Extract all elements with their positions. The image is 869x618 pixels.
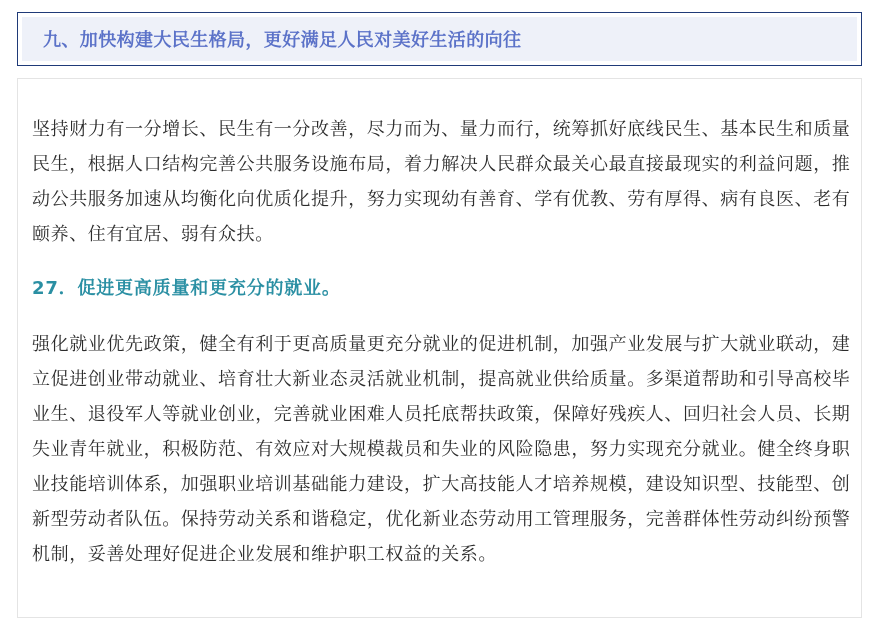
article-content [17,78,862,618]
subsection-paragraph: 强化就业优先政策，健全有利于更高质量更充分就业的促进机制，加强产业发展与扩大就业联动，建立促进创业带动就业、培育壮大新业态灵活就业机制，提高就业供给质量。多渠道帮助和引导高校毕业生、退役军人等就业创业，完善就业困难人员托底帮扶政策，保障好残疾人、回归社会人员、长期失业青年就业，积极防范、有效应对大规模裁员和失业的风险隐患，努力实现充分就业。健全终身职业技能培训体系，加强职业培训基础能力建设，扩大高技能人才培养规模，建设知识型、技能型、创新型劳动者队伍。保持劳动关系和谐稳定，优化新业态劳动用工管理服务，完善群体性劳动纠纷预警机制，妥善处理好促进企业发展和维护职工权益的关系。 [32,334,851,565]
section-title: 九、加快构建大民生格局，更好满足人民对美好生活的向往 [43,30,522,51]
subsection-heading: 27．促进更高质量和更充分的就业。 [32,278,341,299]
section-header-box [17,12,862,66]
intro-paragraph: 坚持财力有一分增长、民生有一分改善，尽力而为、量力而行，统筹抓好底线民生、基本民生和质量民生，根据人口结构完善公共服务设施布局，着力解决人民群众最关心最直接最现实的利益问题，推动公共服务加速从均衡化向优质化提升，努力实现幼有善育、学有优教、劳有厚得、病有良医、老有颐养、住有宜居、弱有众扶。 [32,119,851,245]
section-header-background [22,17,857,61]
